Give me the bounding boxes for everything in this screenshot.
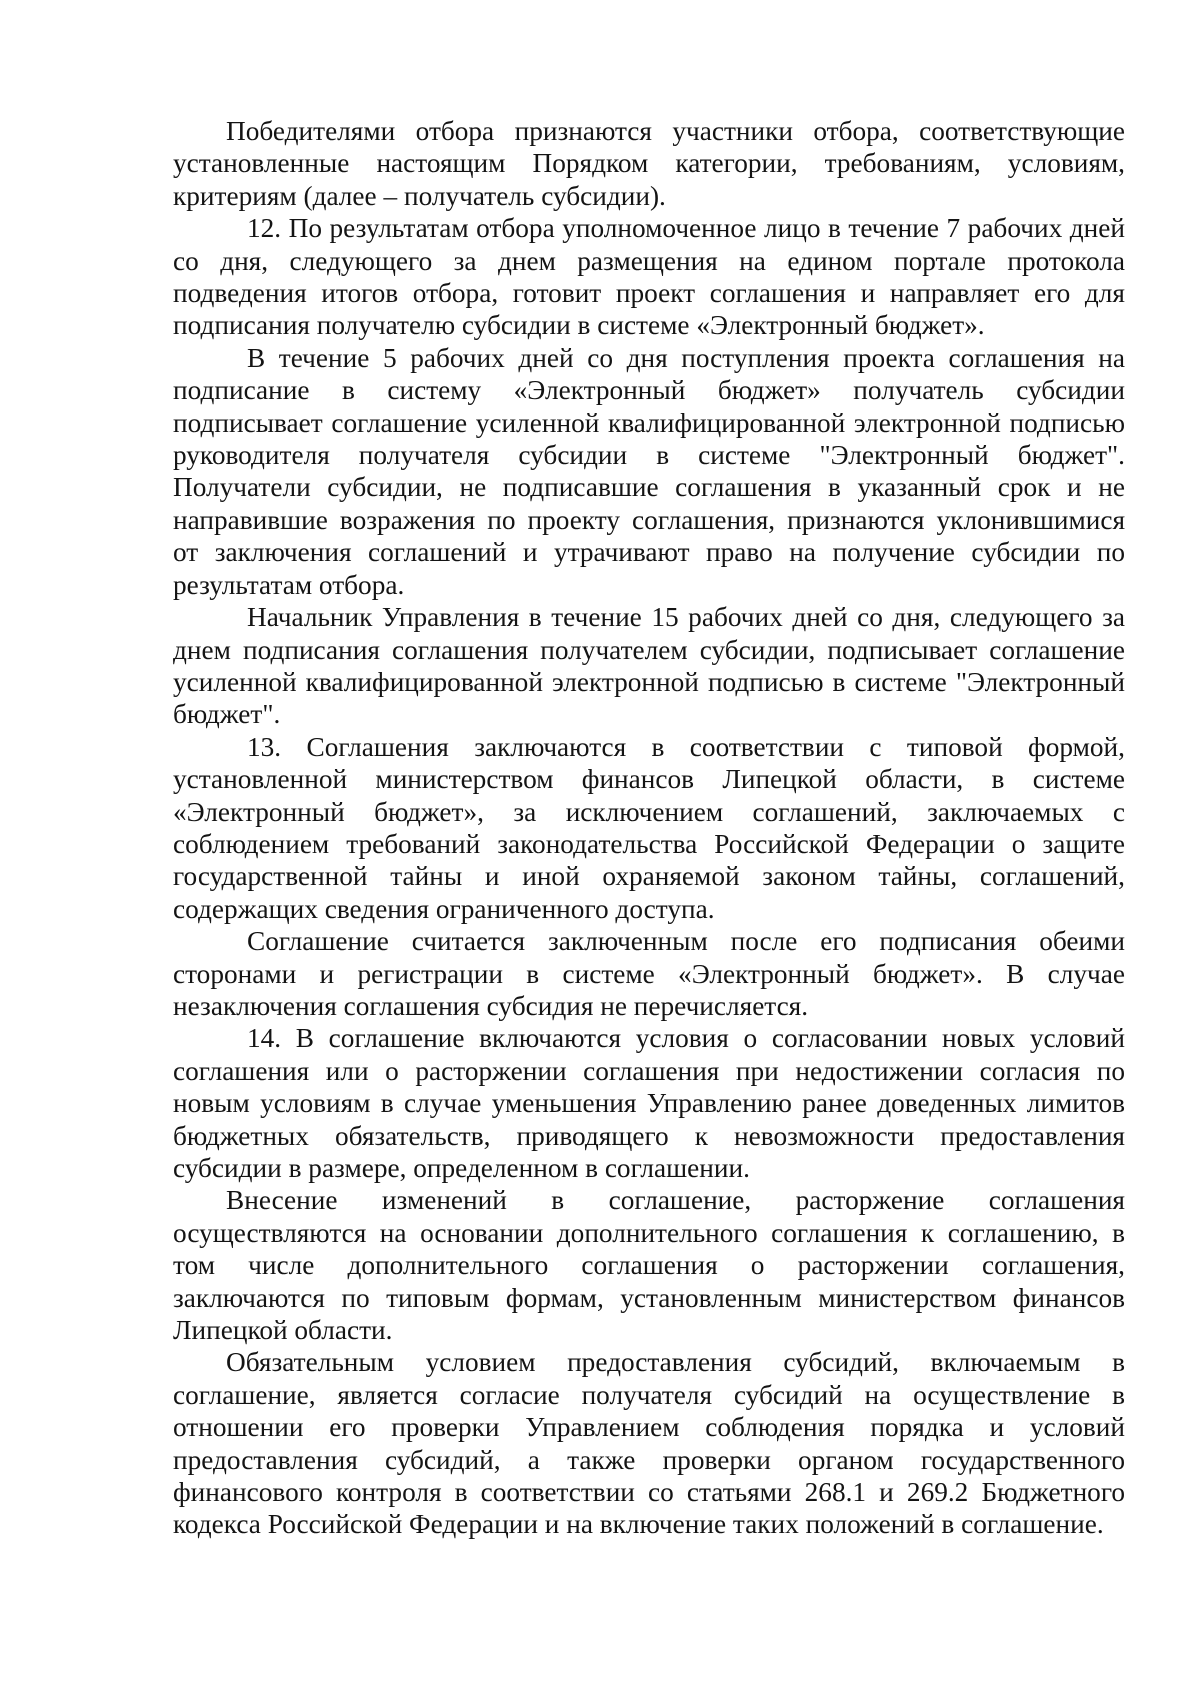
document-body [173, 115, 1125, 1541]
paragraph-winners: Победителями отбора признаются участники отбора, соответствующие установленные настоящим Порядком категории, требованиям, условиям, критериям (далее – получатель субсидии). [173, 116, 1125, 211]
paragraph-item-14: 14. В соглашение включаются условия о согласовании новых условий соглашения или о расторжении соглашения при недостижении согласия по новым условиям в случае уменьшения Управлению ранее доведенных лимитов бюджетных обязательств, приводящего к невозможности предоставления субсидии в размере, определенном в соглашении. [173, 1023, 1125, 1183]
paragraph-item-13: 13. Соглашения заключаются в соответствии с типовой формой, установленной министерством финансов Липецкой области, в системе «Электронный бюджет», за исключением соглашений, заключаемых с соблюдением требований законодательства Российской Федерации о защите государственной тайны и иной охраняемой законом тайны, соглашений, содержащих сведения ограниченного доступа. [173, 731, 1125, 924]
paragraph-item-12: 12. По результатам отбора уполномоченное лицо в течение 7 рабочих дней со дня, следующего за днем размещения на едином портале протокола подведения итогов отбора, готовит проект соглашения и направляет его для подписания получателю субсидии в системе «Электронный бюджет». [173, 213, 1125, 341]
paragraph-head-signing: Начальник Управления в течение 15 рабочих дней со дня, следующего за днем подписания соглашения получателем субсидии, подписывает соглашение усиленной квалифицированной электронной подписью в системе "Электронный бюджет". [173, 602, 1125, 730]
paragraph-mandatory-condition: Обязательным условием предоставления субсидий, включаемым в соглашение, является согласие получателя субсидий на осуществление в отношении его проверки Управлением соблюдения порядка и условий предоставления субсидий, а также проверки органом государственного финансового контроля в соответствии со статьями 268.1 и 269.2 Бюджетного кодекса Российской Федерации и на включение таких положений в соглашение. [173, 1347, 1125, 1540]
paragraph-amendments: Внесение изменений в соглашение, расторжение соглашения осуществляются на основании дополнительного соглашения к соглашению, в том числе дополнительного соглашения о расторжении соглашения, заключаются по типовым формам, установленным министерством финансов Липецкой области. [173, 1185, 1125, 1346]
paragraph-signing-period: В течение 5 рабочих дней со дня поступления проекта соглашения на подписание в систему «Электронный бюджет» получатель субсидии подписывает соглашение усиленной квалифицированной электронной подписью руководителя получателя субсидии в системе "Электронный бюджет". Получатели субсидии, не подписавшие соглашения в указанный срок и не направившие возражения по проекту соглашения, признаются уклонившимися от заключения соглашений и утрачивают право на получение субсидии по результатам отбора. [173, 342, 1125, 600]
paragraph-agreement-concluded: Соглашение считается заключенным после его подписания обеими сторонами и регистрации в системе «Электронный бюджет». В случае незаключения соглашения субсидия не перечисляется. [173, 926, 1125, 1021]
